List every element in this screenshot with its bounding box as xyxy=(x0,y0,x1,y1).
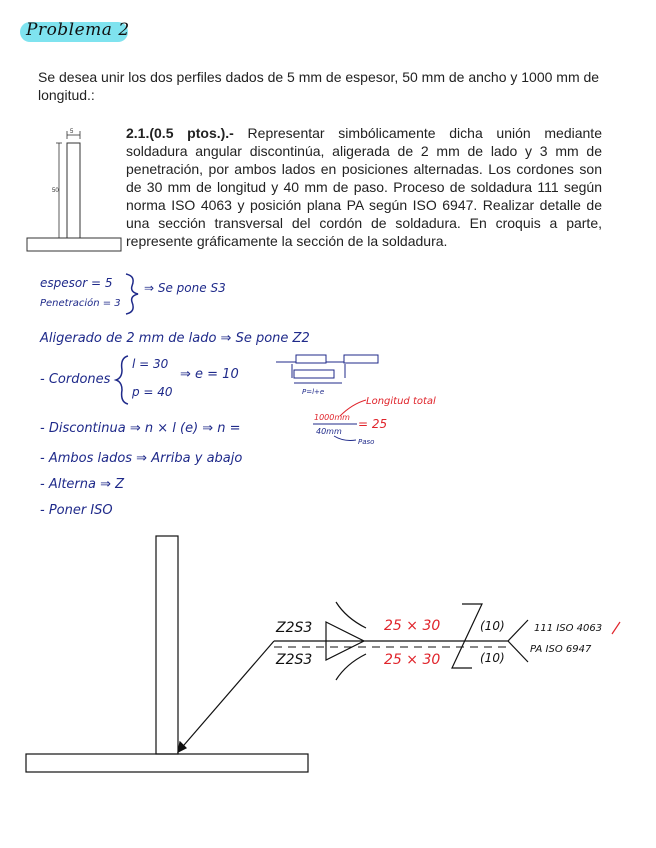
weld-arrow-line xyxy=(178,641,274,752)
note-frac-den: 40mm xyxy=(316,427,342,436)
small-vertical-plate xyxy=(67,143,80,238)
note-se-pone-s3: ⇒ Se pone S3 xyxy=(144,281,226,295)
note-l-val: l = 30 xyxy=(132,357,169,371)
small-dim-top: 5 xyxy=(70,129,74,135)
brace-left xyxy=(116,356,128,404)
weld-lower-mid: 25 × 30 xyxy=(384,652,441,668)
arrow-paso xyxy=(334,436,356,441)
tail-red-mark xyxy=(612,622,620,634)
intro-paragraph: Se desea unir los dos perfiles dados de 5 mm de espesor, 50 mm de ancho y 1000 mm de longitud.: xyxy=(38,69,600,103)
weld-lower-right: (10) xyxy=(480,651,505,665)
weld-tail-line1: 111 ISO 4063 xyxy=(534,623,603,634)
problem-number: 2.1.(0.5 ptos.).- xyxy=(126,125,234,141)
weld-upper-right: (10) xyxy=(480,619,505,633)
brace-right xyxy=(126,274,138,314)
note-p-le: P=l+e xyxy=(302,388,325,396)
note-longitud-total: Longitud total xyxy=(366,396,436,407)
small-dim-side: 50 xyxy=(52,188,59,194)
weld-upper-mid: 25 × 30 xyxy=(384,618,441,634)
note-discontinua: - Discontinua ⇒ n × l (e) ⇒ n = xyxy=(40,421,241,436)
arc-upper xyxy=(336,602,366,628)
note-alterna: - Alterna ⇒ Z xyxy=(40,477,125,492)
weld-tail-line2: PA ISO 6947 xyxy=(530,644,592,655)
note-aligerado: Aligerado de 2 mm de lado ⇒ Se pone Z2 xyxy=(40,331,310,346)
large-base-plate xyxy=(26,754,308,772)
note-poner: - Poner ISO xyxy=(40,503,113,518)
segment-sketch xyxy=(276,355,378,383)
problem-text: Representar simbólicamente dicha unión mediante soldadura angular discontinúa, aligerada de 2 mm de lado y 3 mm de penetración, por ambos lados en posiciones alternadas. Los cordones son de 30 mm de longitud y 40 mm de paso. Proceso de soldadura 111 según norma ISO 4063 y posición plana PA según ISO 6947. Realizar detalle de una sección transversal del cordón de soldadura. En croquis a parte, represente gráficamente la sección de la soldadura. xyxy=(126,125,602,249)
note-e-val: ⇒ e = 10 xyxy=(180,367,239,382)
large-vertical-plate xyxy=(156,536,178,754)
note-frac-num: 1000mm xyxy=(314,413,350,422)
small-base-plate xyxy=(27,238,121,251)
note-cordones: - Cordones xyxy=(40,372,111,387)
note-ambos: - Ambos lados ⇒ Arriba y abajo xyxy=(40,451,243,466)
arc-lower xyxy=(336,654,366,680)
note-p-val: p = 40 xyxy=(132,385,173,399)
note-penetracion: Penetración = 3 xyxy=(40,298,121,309)
note-espesor: espesor = 5 xyxy=(40,276,113,290)
note-frac-res: = 25 xyxy=(358,417,388,431)
page-title: Problema 2 xyxy=(26,20,130,40)
note-paso: Paso xyxy=(358,438,375,446)
tail-upper xyxy=(508,620,528,641)
stagger-z-mark xyxy=(452,604,482,668)
small-tjoint-figure xyxy=(27,131,121,251)
tail-lower xyxy=(508,641,528,662)
weld-upper-left: Z2S3 xyxy=(276,620,313,636)
weld-lower-left: Z2S3 xyxy=(276,652,313,668)
